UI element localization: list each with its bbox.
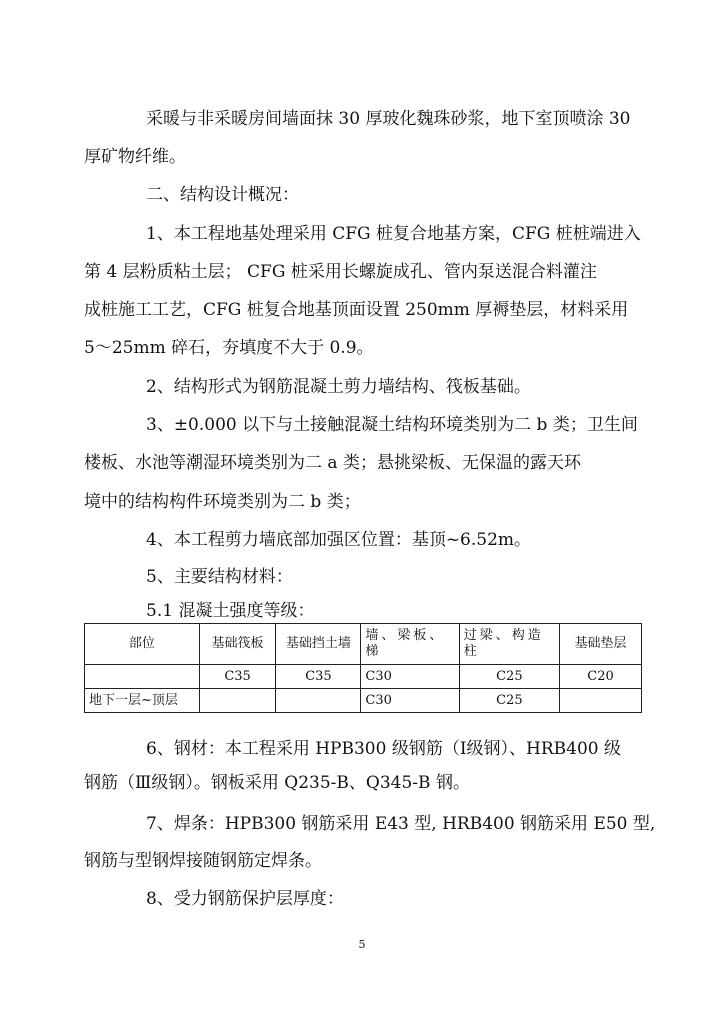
table-cell: C30 — [361, 665, 459, 689]
header-cell: 基础筏板 — [199, 624, 276, 665]
header-cell: 基础垫层 — [560, 624, 642, 665]
table-header-row — [85, 624, 642, 665]
table-cell: C25 — [459, 665, 559, 689]
table-cell — [85, 665, 200, 689]
table-cell — [276, 689, 361, 713]
paragraph-line: 采暖与非采暖房间墙面抹 30 厚玻化魏珠砂浆，地下室顶喷涂 30 — [146, 109, 631, 129]
header-cell: 基础挡土墙 — [276, 624, 361, 665]
table-cell: C35 — [276, 665, 361, 689]
table-cell: 地下一层~顶层 — [85, 689, 200, 713]
header-cell: 过梁、构造柱 — [459, 624, 559, 665]
paragraph-line: 1、本工程地基处理采用 CFG 桩复合地基方案，CFG 桩桩端进入 — [146, 224, 641, 244]
paragraph-line: 8、受力钢筋保护层厚度： — [146, 889, 344, 909]
paragraph-line: 成桩施工工艺，CFG 桩复合地基顶面设置 250mm 厚褥垫层，材料采用 — [84, 300, 629, 320]
paragraph-line: 钢筋（Ⅲ级钢）。钢板采用 Q235-B、Q345-B 钢。 — [84, 773, 470, 793]
table-row — [85, 689, 642, 713]
paragraph-line: 4、本工程剪力墙底部加强区位置：基顶~6.52m。 — [146, 530, 532, 550]
table-caption: 5.1 混凝土强度等级： — [146, 601, 315, 621]
paragraph-line: 境中的结构构件环境类别为二 b 类； — [84, 492, 361, 512]
table-cell: C35 — [199, 665, 276, 689]
paragraph-line: 5～25mm 碎石，夯填度不大于 0.9。 — [84, 338, 374, 358]
paragraph-line: 7、焊条：HPB300 钢筋采用 E43 型, HRB400 钢筋采用 E50 型, — [146, 814, 656, 834]
table-cell: C30 — [361, 689, 459, 713]
table-row — [85, 665, 642, 689]
table-cell: C20 — [560, 665, 642, 689]
page-number: 5 — [358, 938, 366, 951]
table-cell — [560, 689, 642, 713]
table-cell: C25 — [459, 689, 559, 713]
header-cell: 部位 — [85, 624, 200, 665]
header-cell: 墙、梁板、梯 — [361, 624, 459, 665]
table-cell — [199, 689, 276, 713]
paragraph-line: 3、±0.000 以下与土接触混凝土结构环境类别为二 b 类；卫生间 — [146, 415, 638, 435]
paragraph-line: 厚矿物纤维。 — [84, 147, 186, 167]
paragraph-line: 钢筋与型钢焊接随钢筋定焊条。 — [84, 851, 322, 871]
paragraph-line: 楼板、水池等潮湿环境类别为二 a 类；悬挑梁板、无保温的露天环 — [84, 453, 581, 473]
concrete-grade-table — [84, 623, 642, 713]
paragraph-line: 第 4 层粉质粘土层； CFG 桩采用长螺旋成孔、管内泵送混合料灌注 — [84, 262, 597, 282]
paragraph-line: 2、结构形式为钢筋混凝土剪力墙结构、筏板基础。 — [146, 377, 531, 397]
paragraph-line: 5、主要结构材料： — [146, 567, 293, 587]
section-heading: 二、结构设计概况： — [146, 185, 299, 205]
paragraph-line: 6、钢材：本工程采用 HPB300 级钢筋（Ⅰ级钢）、HRB400 级 — [146, 739, 622, 759]
